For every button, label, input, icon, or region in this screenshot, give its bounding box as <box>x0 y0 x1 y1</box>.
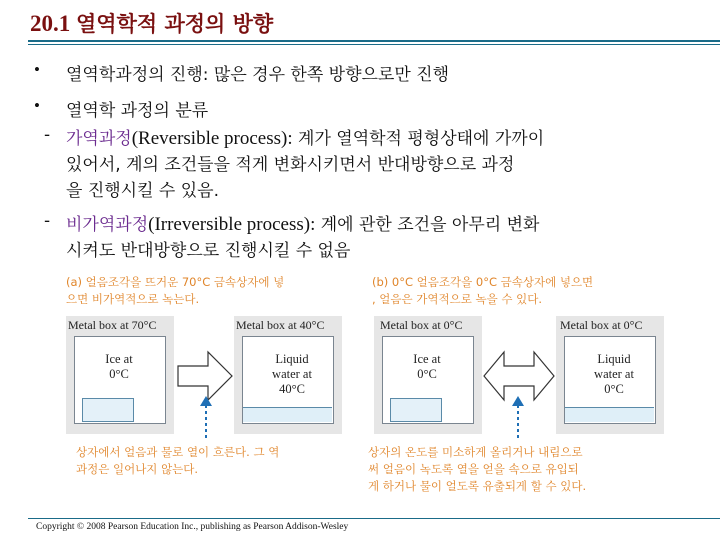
footer-rule <box>28 518 720 519</box>
water-temp: 0°C <box>604 382 624 396</box>
figure-a-box1-text <box>74 352 164 382</box>
irreversible-english: (Irreversible process): <box>148 214 316 235</box>
figure-a-note <box>76 444 279 478</box>
figure-a-box2-label: Metal box at 40°C <box>236 318 325 332</box>
water-label: water at <box>594 367 634 381</box>
figure-a-caption <box>66 274 284 308</box>
liquid-water <box>565 407 654 422</box>
sub-item-1-line2: 있어서, 계의 조건들을 적게 변화시키면서 반대방향으로 과정 <box>66 155 515 175</box>
figure-a-note-line1: 상자에서 얼음과 물로 열이 흐른다. 그 역 <box>76 445 280 459</box>
figure-b-box1-label: Metal box at 0°C <box>380 318 463 332</box>
figure-b-note-line3: 게 하거나 물이 얼도록 유출되게 할 수 있다. <box>368 479 587 493</box>
copyright: Copyright © 2008 Pearson Education Inc., publishing as Pearson Addison-Wesley <box>36 522 349 532</box>
sub-item-2-dash: - <box>44 211 51 231</box>
sub-item-1-line3: 을 진행시킬 수 있음. <box>66 181 219 201</box>
title-rule-thin <box>28 44 720 45</box>
reversible-desc: 계가 열역학적 평형상태에 가까이 <box>292 129 545 149</box>
ice-label: Ice at <box>413 352 441 366</box>
figure-b-pointer <box>506 392 530 440</box>
liquid-label: Liquid <box>275 352 309 366</box>
figure-a-caption-line1: (a) 얼음조각을 뜨거운 70°C 금속상자에 넣 <box>66 275 285 289</box>
ice-cube <box>390 398 442 422</box>
page-title <box>30 8 273 38</box>
figure-a-pointer <box>194 392 218 440</box>
sub-item-2-line1 <box>66 210 539 236</box>
ice-label: Ice at <box>105 352 133 366</box>
ice-temp: 0°C <box>109 367 129 381</box>
liquid-water <box>243 407 332 422</box>
sub-item-1-dash: - <box>44 125 51 145</box>
sub-item-2-line2: 시켜도 반대방향으로 진행시킬 수 없음 <box>66 241 351 261</box>
figure-b-note-line1: 상자의 온도를 미소하게 올리거나 내림으로 <box>368 445 583 459</box>
reversible-english: (Reversible process): <box>131 128 293 149</box>
liquid-label: Liquid <box>597 352 631 366</box>
figure-a-note-line2: 과정은 일어나지 않는다. <box>76 462 199 476</box>
figure-b-caption-line2: , 얼음은 가역적으로 녹을 수 있다. <box>372 292 543 306</box>
figure-b-box1-text <box>382 352 472 382</box>
bullet-2 <box>34 96 40 116</box>
figure-b-box2-text <box>574 352 654 397</box>
irreversible-desc: 계에 관한 조건을 아무리 변화 <box>315 215 540 235</box>
water-label: water at <box>272 367 312 381</box>
ice-temp: 0°C <box>417 367 437 381</box>
figure-a-caption-line2: 으면 비가역적으로 녹는다. <box>66 292 200 306</box>
figure-b-caption <box>372 274 593 308</box>
bullet-1 <box>34 60 40 80</box>
reversible-keyword: 가역과정 <box>66 129 132 149</box>
water-temp: 40°C <box>279 382 305 396</box>
bullet-2-text: 열역학 과정의 분류 <box>66 101 209 121</box>
sub-item-1-line1 <box>66 124 544 150</box>
bullet-marker: • <box>34 96 40 115</box>
figure-b-note-line2: 써 얼음이 녹도록 열을 얻을 속으로 유입되 <box>368 462 579 476</box>
title-text: 열역학적 과정의 방향 <box>76 12 274 36</box>
ice-cube <box>82 398 134 422</box>
title-number: 20.1 <box>30 11 71 36</box>
bullet-marker: • <box>34 60 40 79</box>
irreversible-keyword: 비가역과정 <box>66 215 149 235</box>
bullet-1-text: 열역학과정의 진행: 많은 경우 한쪽 방향으로만 진행 <box>66 65 450 85</box>
figure-b-caption-line1: (b) 0°C 얼음조각을 0°C 금속상자에 넣으면 <box>372 275 594 289</box>
title-rule <box>28 40 720 42</box>
figure-b-note <box>368 444 586 495</box>
figure-a-box2-text <box>252 352 332 397</box>
figure-a-box1-label: Metal box at 70°C <box>68 318 157 332</box>
figure-b-box2-label: Metal box at 0°C <box>560 318 643 332</box>
